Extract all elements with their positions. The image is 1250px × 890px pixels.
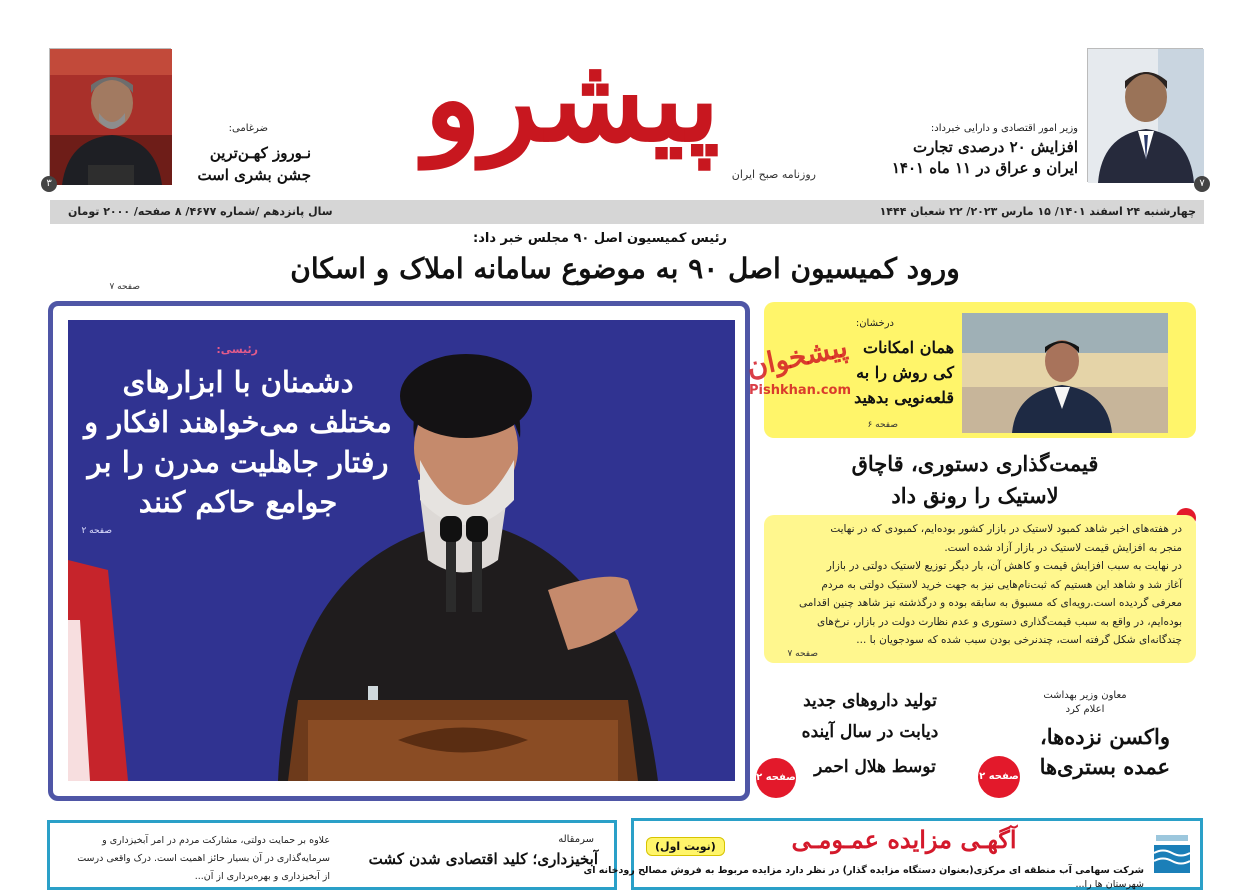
right-teaser-caption: وزیر امور اقتصادی و دارایی خبرداد: bbox=[930, 123, 1078, 134]
tire-headline-line-2[interactable]: لاستیک را رونق داد bbox=[891, 483, 1059, 508]
diabetes-line-3[interactable]: توسط هلال احمر bbox=[814, 757, 936, 777]
diabetes-line-2[interactable]: دیابت در سال آینده bbox=[801, 722, 939, 742]
date-band bbox=[50, 200, 1204, 224]
vaccine-headline-line-2[interactable]: عمده بستری‌ها bbox=[1039, 754, 1170, 779]
zarghami-photo bbox=[49, 48, 171, 184]
vaccine-caption-2: اعلام کرد bbox=[1065, 704, 1105, 715]
tire-body-line-1: در هفته‌های اخیر شاهد کمبود لاستیک در بازار کشور بوده‌ایم، کمبودی که در نهایت bbox=[830, 523, 1182, 535]
vaccine-caption-1: معاون وزیر بهداشت bbox=[1043, 690, 1127, 701]
tire-body-line-7: چندگانه‌ای شکل گرفته است، چندنرخی بودن سبب شده که سودجویان با ... bbox=[856, 634, 1182, 646]
left-teaser-line2[interactable]: جشن بشری است bbox=[197, 166, 311, 184]
vaccine-page-tag[interactable]: صفحه ۲ bbox=[978, 756, 1020, 798]
lead-story-line-2[interactable]: مختلف می‌خواهند افکار و bbox=[84, 405, 392, 439]
darkhshan-page-ref: صفحه ۶ bbox=[867, 420, 898, 430]
ghalenoei-photo bbox=[962, 313, 1168, 433]
ad-text-1: شرکت سهامی آب منطقه ای مرکزی(بعنوان دستگاه مزایده گذار) در نظر دارد مزایده مربوط به فروش مصالح رودخانه ای bbox=[583, 865, 1144, 876]
watermark-url: Pishkhan.com bbox=[748, 383, 852, 398]
editorial-body-3: از آبخیزداری و بهره‌برداری از آن... bbox=[194, 871, 330, 882]
lead-story-page-ref: صفحه ۲ bbox=[81, 526, 112, 536]
editorial-body-2: سرمایه‌گذاری در آن بسیار حائز اهمیت است. درک واقعی درست bbox=[77, 853, 330, 864]
diabetes-line-1[interactable]: تولید داروهای جدید bbox=[803, 691, 937, 711]
ad-title[interactable]: آگهـی مزایده عمـومـی bbox=[791, 825, 1017, 854]
issue-date: چهارشنبه ۲۴ اسفند ۱۴۰۱/ ۱۵ مارس ۲۰۲۳/ ۲۲ شعبان ۱۴۴۴ bbox=[879, 205, 1196, 218]
editorial-box[interactable] bbox=[47, 820, 617, 890]
ad-badge: (نوبت اول) bbox=[646, 837, 725, 856]
lead-story-frame[interactable] bbox=[48, 301, 750, 801]
left-teaser-line1[interactable]: نـوروز کهـن‌ترین bbox=[209, 144, 311, 162]
lead-story-panel bbox=[68, 320, 735, 781]
tire-body-line-2: منجر به افزایش قیمت لاستیک در بازار آزاد شده است. bbox=[944, 541, 1182, 554]
tire-body-line-4: آغاز شد و شاهد این هستیم که ثبت‌نام‌هایی نیز به جهت خرید لاستیک دولتی به مردم bbox=[821, 578, 1182, 591]
lead-story-line-3[interactable]: رفتار جاهلیت مدرن را بر bbox=[87, 445, 389, 479]
issue-info: سال پانزدهم /شماره ۴۶۷۷/ ۸ صفحه/ ۲۰۰۰ تومان bbox=[68, 205, 333, 218]
lead-story-label: رئیسی: bbox=[216, 343, 258, 356]
tire-story-box[interactable] bbox=[764, 515, 1196, 663]
tire-page-ref: صفحه ۷ bbox=[787, 649, 818, 659]
watermark-brand: پیشخوان bbox=[743, 329, 851, 384]
editorial-body-1: علاوه بر حمایت دولتی، مشارکت مردم در امر آبخیزداری و bbox=[102, 835, 330, 846]
lead-story-line-4[interactable]: جوامع حاکم کنند bbox=[138, 485, 338, 519]
darkhshan-line-2[interactable]: کی روش را به bbox=[856, 363, 954, 382]
logo-subtitle: روزنامه صبح ایران bbox=[731, 168, 816, 181]
auction-ad-box[interactable] bbox=[583, 818, 1203, 890]
lead-story-line-1[interactable]: دشمنان با ابزارهای bbox=[122, 365, 354, 399]
top-story-headline[interactable]: ورود کمیسیون اصل ۹۰ به موضوع سامانه املاک و اسکان bbox=[290, 252, 960, 285]
tire-body-line-5: معرفی گردیده است.رویه‌ای که مسبوق به سابقه بوده و درگذشته نیز شاهد چنین اقدامی bbox=[799, 597, 1182, 609]
darkhshan-line-1[interactable]: همان امکانات bbox=[863, 338, 954, 357]
darkhshan-box[interactable] bbox=[764, 302, 1196, 438]
diabetes-page-tag[interactable]: صفحه ۲ bbox=[756, 758, 796, 798]
editorial-headline[interactable]: آبخیزداری؛ کلید اقتصادی شدن کشت bbox=[368, 850, 598, 868]
right-teaser-line1[interactable]: افزایش ۲۰ درصدی تجارت bbox=[913, 138, 1078, 156]
top-story-page-ref: صفحه ۷ bbox=[109, 282, 140, 292]
vaccine-headline-line-1[interactable]: واکسن نزده‌ها، bbox=[1039, 724, 1170, 749]
logo-wordmark: پیشرو bbox=[424, 29, 720, 168]
water-company-logo bbox=[1150, 831, 1194, 877]
left-teaser-caption: ضرغامی: bbox=[228, 123, 268, 134]
tire-body-line-3: در نهایت به سبب افزایش قیمت و کاهش آن، بار دیگر توزیع لاستیک دولتی در بازار bbox=[826, 560, 1182, 572]
ad-text-2: شهرستان ها را... bbox=[1075, 879, 1144, 890]
editorial-caption: سرمقاله bbox=[558, 834, 594, 845]
right-teaser-page-badge: ۷ bbox=[1194, 176, 1210, 192]
left-teaser-page-badge: ۳ bbox=[41, 176, 57, 192]
economy-minister-photo bbox=[1087, 48, 1203, 182]
right-teaser-line2[interactable]: ایران و عراق در ۱۱ ماه ۱۴۰۱ bbox=[891, 159, 1078, 177]
darkhshan-caption: درخشان: bbox=[855, 318, 894, 329]
tire-headline-line-1[interactable]: قیمت‌گذاری دستوری، قاچاق bbox=[851, 451, 1099, 476]
newspaper-logo bbox=[424, 22, 816, 187]
darkhshan-line-3[interactable]: قلعه‌نویی بدهید bbox=[854, 388, 954, 407]
top-story-kicker: رئیس کمیسیون اصل ۹۰ مجلس خبر داد: bbox=[473, 231, 727, 246]
tire-body-line-6: بوده‌ایم، در واقع به سبب قیمت‌گذاری دستوری و عدم نظارت دولت در بازار، نرخ‌های bbox=[817, 615, 1182, 628]
